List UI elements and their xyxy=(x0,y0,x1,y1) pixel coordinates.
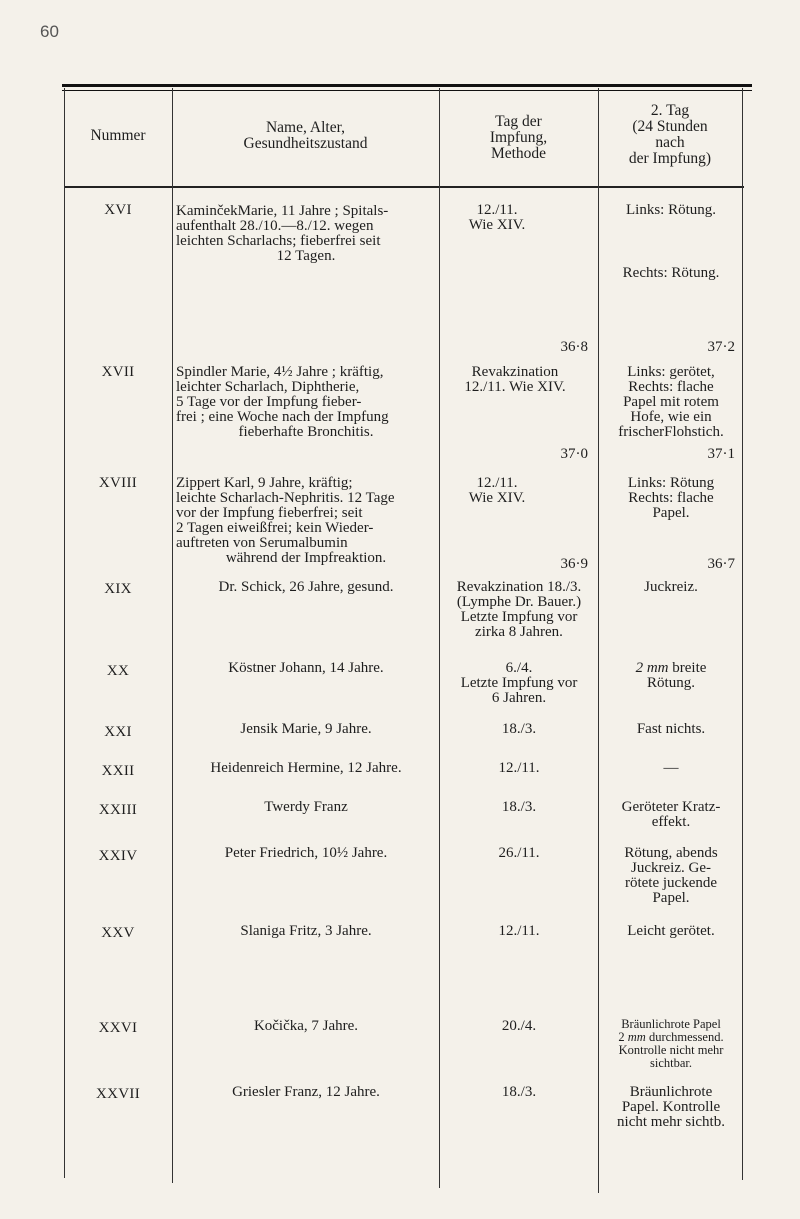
row-tag: 18./3. xyxy=(501,1084,537,1100)
header-name: Name, Alter, Gesundheitszustand xyxy=(243,119,368,152)
row-tag: Revakzination 18./3. (Lymphe Dr. Bauer.) Letzte Impfung vor zirka 8 Jahren. xyxy=(456,579,582,640)
row-zweiter-temp: 37·1 xyxy=(707,446,735,462)
row-name: Jensik Marie, 9 Jahre. xyxy=(240,721,372,737)
row-tag: 6./4. Letzte Impfung vor 6 Jahren. xyxy=(460,660,578,706)
row-nummer: XXVII xyxy=(96,1086,140,1102)
row-name: Peter Friedrich, 10½ Jahre. xyxy=(224,845,388,861)
row-tag: 26./11. xyxy=(498,845,540,861)
row-name: Heidenreich Hermine, 12 Jahre. xyxy=(210,760,402,776)
row-zweiter: Links: Rötung. xyxy=(625,202,716,218)
row-tag: 18./3. xyxy=(501,721,537,737)
row-nummer: XXI xyxy=(104,724,132,740)
row-zweiter: Links: Rötung Rechts: flache Papel. xyxy=(627,475,715,521)
row-name: Zippert Karl, 9 Jahre, kräftig; leichte Scharlach-Nephritis. 12 Tage vor der Impfung fieberfrei; seit 2 Tagen eiweißfrei; kein Wieder- auftreten von Serumalbumin während der Impfreaktion. xyxy=(176,475,395,566)
row-nummer: XIX xyxy=(104,581,132,597)
row-zweiter: — xyxy=(663,760,679,776)
row-zweiter: Fast nichts. xyxy=(636,721,706,737)
row-tag: 12./11. Wie XIV. xyxy=(468,202,526,233)
top-rule-thick xyxy=(62,84,752,87)
row-tag: Revakzination 12./11. Wie XIV. xyxy=(464,364,566,395)
row-name: Twerdy Franz xyxy=(264,799,348,815)
header-zweiter-tag: 2. Tag (24 Stunden nach der Impfung) xyxy=(628,102,712,167)
row-nummer: XXV xyxy=(101,925,135,941)
column-divider xyxy=(598,88,599,1193)
row-tag: 12./11. xyxy=(498,760,540,776)
row-tag-temp: 36·9 xyxy=(560,556,588,572)
row-zweiter: 2 mm breite Rötung. xyxy=(635,660,707,691)
row-name: KaminčekMarie, 11 Jahre ; Spitals- aufenthalt 28./10.—8./12. wegen leichten Scharlachs; fieberfrei seit 12 Tagen. xyxy=(176,203,389,264)
row-zweiter: Geröteter Kratz- effekt. xyxy=(621,799,721,830)
row-nummer: XVI xyxy=(104,202,132,218)
column-divider xyxy=(172,88,173,1183)
row-nummer: XXIII xyxy=(98,802,138,818)
row-nummer: XVII xyxy=(101,364,135,380)
row-nummer: XXII xyxy=(101,763,135,779)
row-name: Kočička, 7 Jahre. xyxy=(253,1018,359,1034)
row-name: Griesler Franz, 12 Jahre. xyxy=(232,1084,380,1100)
row-nummer: XXVI xyxy=(98,1020,138,1036)
row-name: Slaniga Fritz, 3 Jahre. xyxy=(240,923,372,939)
row-nummer: XXIV xyxy=(98,848,138,864)
row-zweiter: Bräunlichrote Papel 2 mm durchmessend. Kontrolle nicht mehr sichtbar. xyxy=(618,1017,724,1070)
header-rule xyxy=(64,186,744,188)
row-zweiter: Bräunlichrote Papel. Kontrolle nicht mehr sichtb. xyxy=(617,1084,725,1130)
page-number: 60 xyxy=(40,22,59,41)
row-tag: 12./11. Wie XIV. xyxy=(468,475,526,506)
row-zweiter-temp: 36·7 xyxy=(707,556,735,572)
column-divider xyxy=(439,88,440,1188)
row-zweiter: Rechts: Rötung. xyxy=(622,265,720,281)
row-zweiter-temp: 37·2 xyxy=(707,339,735,355)
header-nummer: Nummer xyxy=(90,127,146,144)
row-zweiter: Links: gerötet, Rechts: flache Papel mit rotem Hofe, wie ein frischerFlohstich. xyxy=(618,364,724,440)
row-tag: 12./11. xyxy=(498,923,540,939)
row-tag: 20./4. xyxy=(501,1018,537,1034)
row-zweiter: Juckreiz. xyxy=(644,579,698,595)
row-tag-temp: 37·0 xyxy=(560,446,588,462)
row-tag-temp: 36·8 xyxy=(560,339,588,355)
row-nummer: XVIII xyxy=(98,475,138,491)
top-rule-thin xyxy=(62,90,752,91)
column-divider xyxy=(64,88,65,1178)
column-divider xyxy=(742,88,743,1180)
row-zweiter: Leicht gerötet. xyxy=(627,923,715,939)
header-tag: Tag der Impfung, Methode xyxy=(489,113,548,162)
row-tag: 18./3. xyxy=(501,799,537,815)
row-zweiter: Rötung, abends Juckreiz. Ge- rötete juckende Papel. xyxy=(624,845,718,906)
row-nummer: XX xyxy=(106,663,130,679)
row-name: Spindler Marie, 4½ Jahre ; kräftig, leichter Scharlach, Diphtherie, 5 Tage vor der Impfung fieber- frei ; eine Woche nach der Impfung fieberhafte Bronchitis. xyxy=(176,364,389,440)
row-name: Dr. Schick, 26 Jahre, gesund. xyxy=(218,579,394,595)
row-name: Köstner Johann, 14 Jahre. xyxy=(228,660,384,676)
